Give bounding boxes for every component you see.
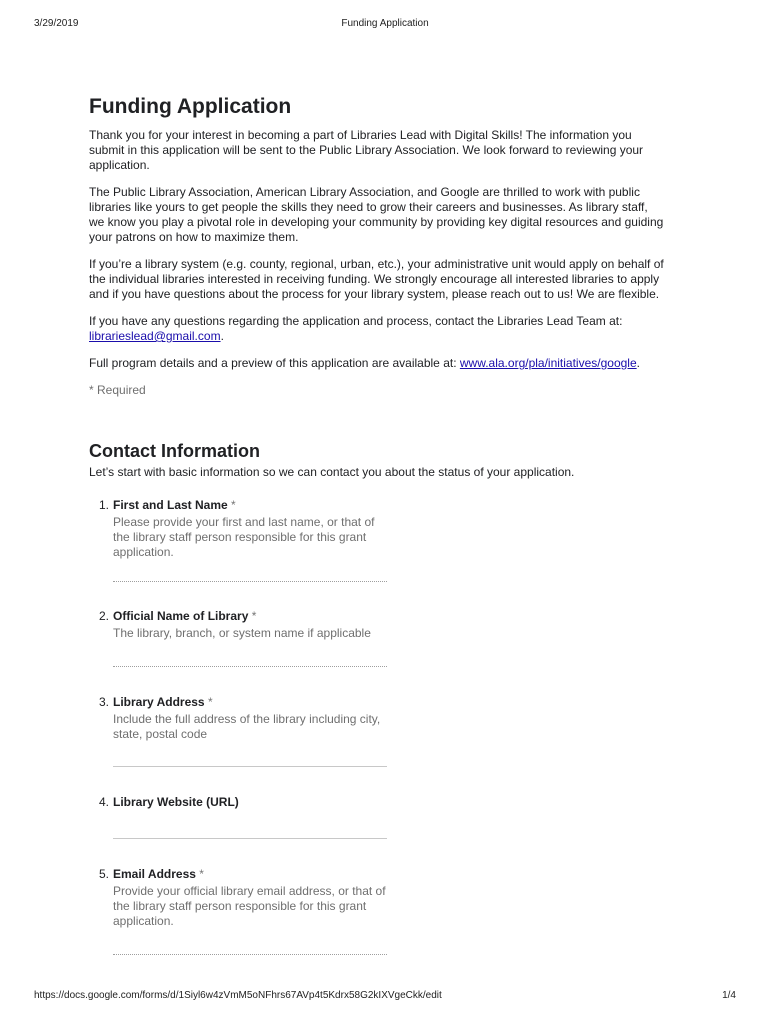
form-title: Funding Application (89, 95, 292, 118)
question-library-address (89, 695, 413, 767)
intro-paragraph-details: Full program details and a preview of this application are available at: www.ala.org/pla/initiatives/google. (89, 356, 640, 370)
print-header (34, 18, 736, 32)
question-help-text: Please provide your first and last name, or that of the library staff person responsible for this grant application. (113, 515, 375, 559)
contact-information-section (89, 440, 664, 955)
question-number: 1. (99, 498, 110, 512)
section-title: Contact Information (89, 441, 260, 461)
question-list (89, 498, 664, 955)
intro-paragraph-contact: If you have any questions regarding the application and process, contact the Libraries Lead Team at: librarieslead@gmail.com. (89, 314, 623, 343)
question-email-address (89, 867, 413, 955)
email-address-answer-field[interactable] (113, 954, 387, 955)
section-description: Let’s start with basic information so we can contact you about the status of your application. (89, 465, 575, 479)
question-number: 5. (99, 867, 110, 881)
form-content (89, 94, 664, 955)
question-first-last-name (89, 498, 413, 582)
question-label: First and Last Name (113, 498, 228, 512)
library-address-answer-field[interactable] (113, 766, 387, 767)
print-footer (34, 990, 736, 1004)
question-help-text: Provide your official library email address, or that of the library staff person responsible for this grant application. (113, 884, 386, 928)
library-name-answer-field[interactable] (113, 666, 387, 667)
intro-paragraph: Thank you for your interest in becoming a part of Libraries Lead with Digital Skills! The information you submit in this application will be sent to the Public Library Association. We look forward to reviewing your application. (89, 128, 644, 172)
required-asterisk: * (199, 867, 204, 881)
required-asterisk: * (207, 695, 213, 709)
contact-email-link[interactable]: librarieslead@gmail.com (89, 329, 221, 343)
first-last-name-answer-field[interactable] (113, 581, 387, 582)
question-help-text: Include the full address of the library including city, state, postal code (113, 712, 381, 741)
question-library-name (89, 609, 413, 667)
program-details-link[interactable]: www.ala.org/pla/initiatives/google (459, 356, 637, 370)
print-title: Funding Application (341, 18, 429, 29)
question-help-text: The library, branch, or system name if applicable (113, 626, 371, 640)
intro-paragraph: If you’re a library system (e.g. county, regional, urban, etc.), your administrative unit would apply on behalf of the individual libraries interested in receiving funding. We strongly encourage all interested libraries to apply and if you have questions about the process for your library system, please reach out to us! We are flexible. (89, 257, 664, 301)
form-intro (89, 128, 664, 371)
question-library-website (89, 795, 413, 839)
question-label: Email Address (113, 867, 196, 881)
question-label: Official Name of Library (113, 609, 249, 623)
required-note: * Required (89, 383, 146, 397)
question-label: Library Address (113, 695, 205, 709)
print-url: https://docs.google.com/forms/d/1Siyl6w4zVmM5oNFhrs67AVp4t5Kdrx58G2kIXVgeCkk/edit (34, 990, 442, 1001)
question-number: 2. (99, 609, 110, 623)
question-label: Library Website (URL) (113, 795, 239, 809)
page-number: 1/4 (722, 990, 736, 1001)
print-date: 3/29/2019 (34, 18, 79, 29)
intro-paragraph: The Public Library Association, American Library Association, and Google are thrilled to work with public libraries like yours to get people the skills they need to grow their careers and businesses. As library staff, we know you play a pivotal role in developing your community by providing key digital resources and guiding your patrons on how to maximize them. (89, 185, 664, 244)
question-number: 4. (99, 795, 110, 809)
required-asterisk: * (231, 498, 236, 512)
library-website-answer-field[interactable] (113, 838, 387, 839)
question-number: 3. (99, 695, 110, 709)
required-asterisk: * (251, 609, 257, 623)
